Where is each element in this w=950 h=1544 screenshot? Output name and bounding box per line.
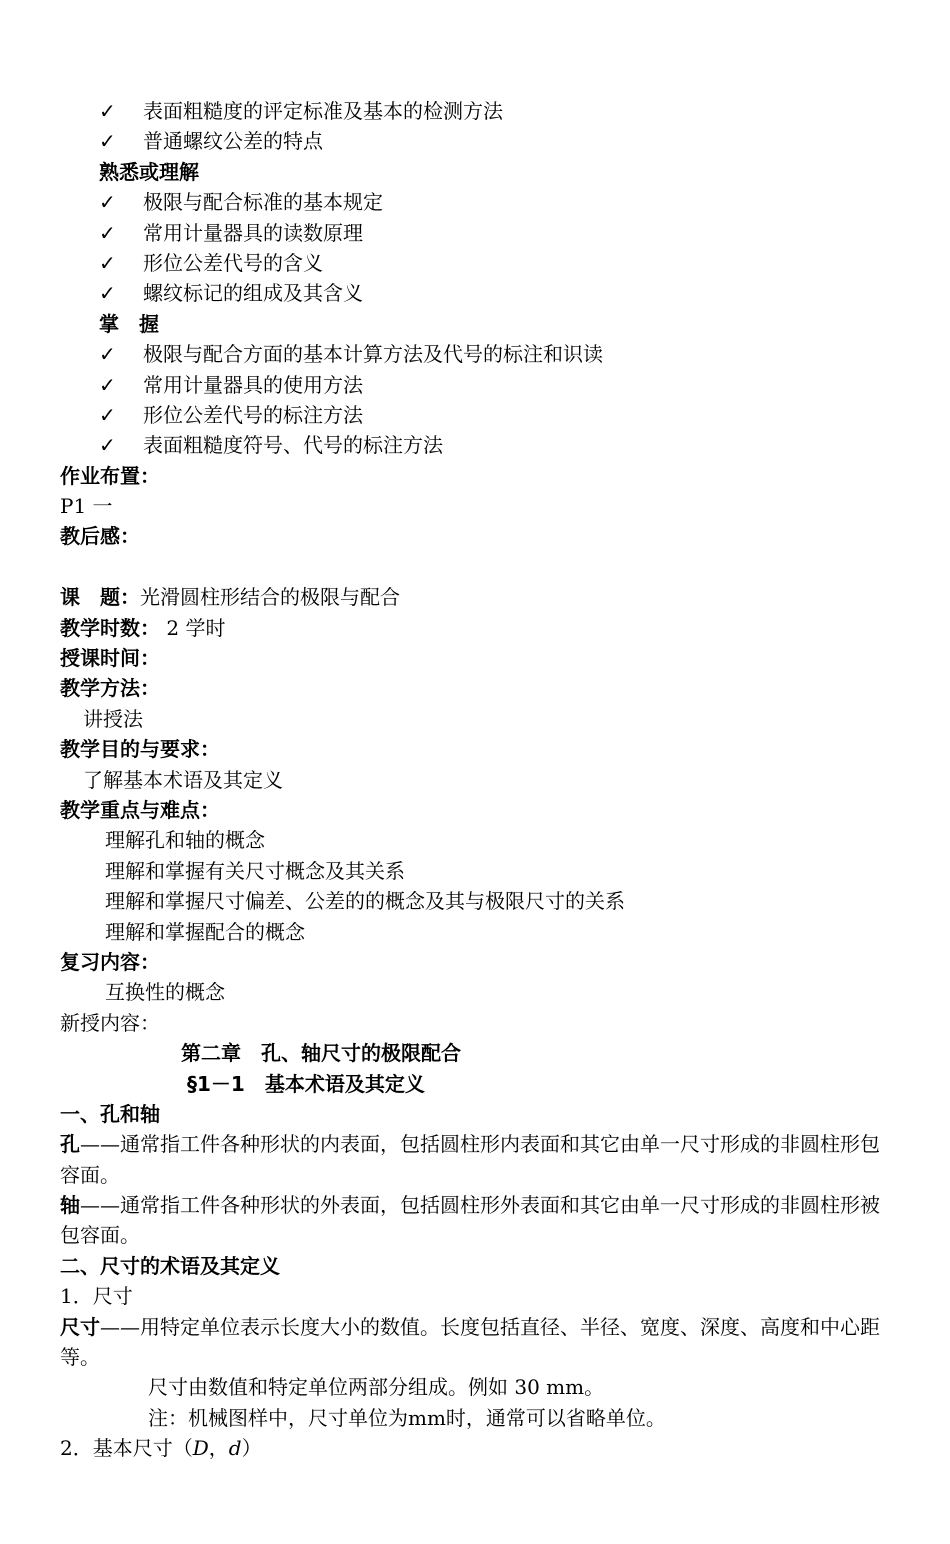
hole-def-text: ——通常指工件各种形状的内表面，包括圆柱形内表面和其它由单一尺寸形成的非圆柱形包容面。 [60,1132,880,1187]
hole-definition [0,1129,950,1190]
item2-suffix: ） [241,1436,262,1461]
size-note2: 注：机械图样中，尺寸单位为mm时，通常可以省略单位。 [148,1405,666,1430]
topic-value: 光滑圆柱形结合的极限与配合 [140,585,400,610]
objective-row [0,218,950,248]
key-row [0,795,950,825]
size-def-text: ——用特定单位表示长度大小的数值。长度包括直径、半径、宽度、深度、高度和中心距等。 [60,1314,880,1370]
objective-text: 形位公差代号的标注方法 [143,402,363,427]
check-icon: ✓ [99,99,116,123]
item1-label: 1．尺寸 [60,1284,133,1309]
master-heading-row [0,309,950,339]
hole-term: 孔 [60,1132,80,1157]
homework-value: P1 一 [60,494,113,519]
key-item: 理解和掌握配合的概念 [105,919,305,944]
blank-line [0,552,950,582]
item2-prefix: 2．基本尺寸（ [60,1436,193,1461]
homework-value-row [0,491,950,521]
objective-row [0,400,950,430]
method-value: 讲授法 [83,706,143,731]
goal-label: 教学目的与要求： [60,737,220,762]
size-note2-row [0,1403,950,1433]
objective-row [0,126,950,156]
objective-text: 极限与配合方面的基本计算方法及代号的标注和识读 [143,342,603,367]
size-note1: 尺寸由数值和特定单位两部分组成。例如 30 mm。 [148,1375,605,1400]
objective-text: 常用计量器具的读数原理 [143,220,363,245]
check-icon: ✓ [99,281,116,306]
item2-symbol-D: D [192,1436,209,1461]
method-label: 教学方法： [60,676,160,701]
key-item-row [0,886,950,916]
check-icon: ✓ [99,190,116,215]
item2-row [0,1433,950,1463]
objective-text: 常用计量器具的使用方法 [143,372,363,397]
objective-text: 螺纹标记的组成及其含义 [143,281,363,306]
reflection-row [0,521,950,551]
review-value: 互换性的概念 [105,980,225,1005]
key-item: 理解孔和轴的概念 [105,828,265,853]
review-value-row [0,977,950,1007]
objective-row [0,339,950,369]
goal-value: 了解基本术语及其定义 [83,767,283,792]
objective-text: 形位公差代号的含义 [143,250,323,275]
review-row [0,947,950,977]
objective-text: 表面粗糙度符号、代号的标注方法 [143,433,443,458]
familiar-heading-row [0,157,950,187]
size-note1-row [0,1372,950,1402]
objective-row [0,278,950,308]
reflection-label: 教后感： [60,524,140,549]
homework-label: 作业布置： [60,463,160,488]
item2-separator: ， [208,1436,229,1461]
key-item: 理解和掌握尺寸偏差、公差的的概念及其与极限尺寸的关系 [105,889,625,914]
sec2-heading: 二、尺寸的术语及其定义 [60,1253,280,1278]
sec1-heading: 一、孔和轴 [60,1101,160,1126]
check-icon: ✓ [99,342,116,367]
objective-row [0,370,950,400]
shaft-def-text: ——通常指工件各种形状的外表面，包括圆柱形外表面和其它由单一尺寸形成的非圆柱形被包容面。 [60,1193,880,1248]
hours-label: 教学时数： [60,615,160,640]
objective-row [0,187,950,217]
new-content-row [0,1008,950,1038]
check-icon: ✓ [99,220,116,245]
check-icon: ✓ [99,433,116,458]
goal-value-row [0,765,950,795]
size-definition [0,1312,950,1373]
objective-row [0,248,950,278]
homework-label-row [0,461,950,491]
master-heading: 掌 握 [99,311,159,336]
objective-row [0,96,950,126]
check-icon: ✓ [99,129,116,154]
time-label: 授课时间： [60,646,160,671]
section-title-row [0,1069,950,1099]
shaft-definition [0,1190,950,1251]
document-page [0,96,950,1464]
topic-row [0,582,950,612]
new-content-label: 新授内容： [60,1010,160,1035]
key-label: 教学重点与难点： [60,797,220,822]
check-icon: ✓ [99,250,116,275]
sec2-heading-row [0,1251,950,1281]
section-title: §1－1 基本术语及其定义 [187,1071,425,1096]
item1-row [0,1281,950,1311]
chapter-title: 第二章 孔、轴尺寸的极限配合 [181,1041,461,1066]
objective-text: 表面粗糙度的评定标准及基本的检测方法 [143,99,503,123]
check-icon: ✓ [99,372,116,397]
time-row [0,643,950,673]
sec1-heading-row [0,1099,950,1129]
objective-text: 极限与配合标准的基本规定 [143,190,383,215]
shaft-term: 轴 [60,1193,80,1218]
key-item: 理解和掌握有关尺寸概念及其关系 [105,858,405,883]
objective-text: 普通螺纹公差的特点 [143,129,323,154]
size-term: 尺寸 [60,1314,100,1339]
review-label: 复习内容： [60,949,160,974]
method-value-row [0,704,950,734]
chapter-title-row [0,1038,950,1068]
familiar-heading: 熟悉或理解 [99,159,199,184]
item2-symbol-d: d [228,1436,242,1461]
objective-row [0,430,950,460]
key-item-row [0,825,950,855]
topic-label: 课 题： [60,585,140,610]
key-item-row [0,856,950,886]
hours-value: 2 学时 [160,615,226,640]
method-row [0,673,950,703]
hours-row [0,613,950,643]
key-item-row [0,917,950,947]
goal-row [0,734,950,764]
check-icon: ✓ [99,402,116,427]
